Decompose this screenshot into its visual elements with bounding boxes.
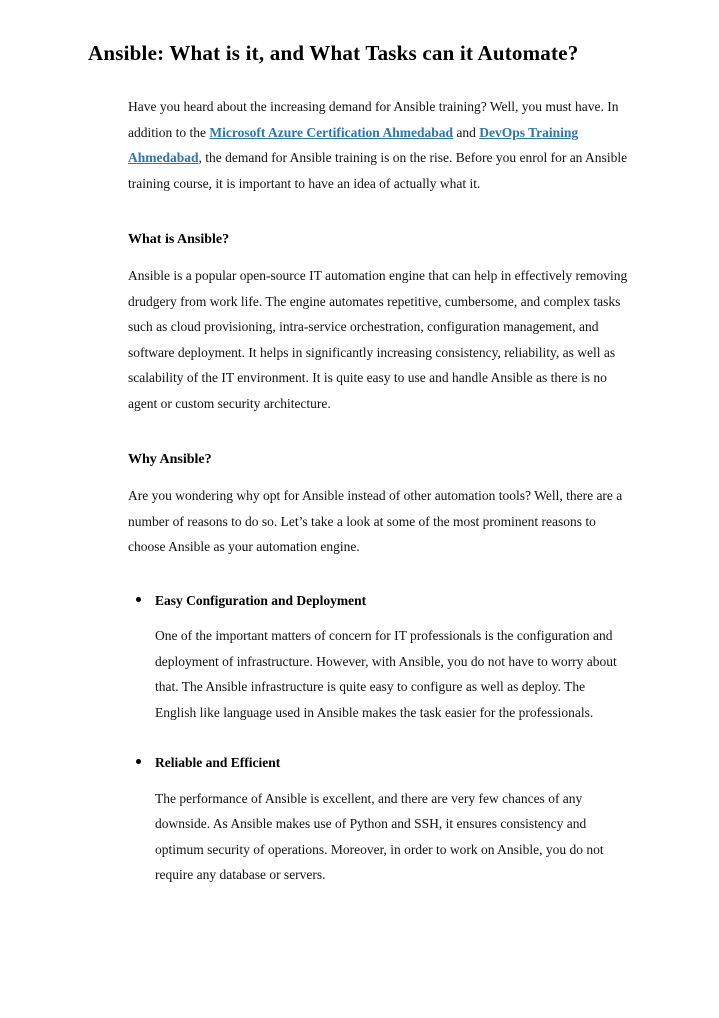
section-heading-why-ansible: Why Ansible?	[128, 452, 212, 467]
document-body	[128, 94, 635, 888]
bullet-dot-icon	[136, 759, 141, 764]
link-devops-training[interactable]: DevOps Training Ahmedabad	[128, 124, 579, 165]
link-microsoft-azure-certification[interactable]: Microsoft Azure Certification Ahmedabad	[209, 124, 453, 140]
section-heading-what-is-ansible: What is Ansible?	[128, 232, 230, 247]
bullet-heading-label: Reliable and Efficient	[155, 755, 281, 770]
bullet-body-easy-configuration: One of the important matters of concern for IT professionals is the configuration and deployment of infrastructure. However, with Ansible, you do not have to worry about that. The Ansible infrastructure is quite easy to configure as well as deploy. The English like language used in Ansible makes the task easier for the professionals.	[155, 628, 617, 720]
bullet-dot-icon	[136, 597, 141, 602]
bullet-body-reliable-efficient: The performance of Ansible is excellent, and there are very few chances of any downside. As Ansible makes use of Python and SSH, it ensures consistency and optimum security of operations. Moreover, in order to work on Ansible, you do not require any database or servers.	[155, 790, 604, 882]
intro-text-end: , the demand for Ansible training is on the rise. Before you enrol for an Ansible training course, it is important to have an idea of actually what it.	[128, 150, 628, 191]
intro-text-start: Have you heard about the increasing demand for Ansible training? Well, you must have. In addition to the	[128, 99, 619, 140]
intro-paragraph	[128, 94, 635, 196]
section-paragraph-what-is-ansible: Ansible is a popular open-source IT automation engine that can help in effectively removing drudgery from work life. The engine automates repetitive, cumbersome, and complex tasks such as cloud provisioning, intra-service orchestration, configuration management, and software deployment. It helps in significantly increasing consistency, reliability, as well as scalability of the IT environment. It is quite easy to use and handle Ansible as there is no agent or custom security architecture.	[128, 268, 628, 411]
bullet-heading-label: Easy Configuration and Deployment	[155, 592, 367, 608]
list-item	[155, 750, 635, 888]
bullet-heading-reliable-efficient	[155, 750, 635, 776]
reasons-bullet-list	[128, 588, 635, 888]
intro-text-middle: and	[452, 124, 480, 140]
section-paragraph-why-ansible: Are you wondering why opt for Ansible instead of other automation tools? Well, there are a number of reasons to do so. Let’s take a look at some of the most prominent reasons to choose Ansible as your automation engine.	[128, 488, 623, 554]
list-item	[155, 588, 635, 726]
page-title: Ansible: What is it, and What Tasks can it Automate?	[88, 41, 579, 65]
bullet-heading-easy-configuration	[155, 588, 635, 614]
